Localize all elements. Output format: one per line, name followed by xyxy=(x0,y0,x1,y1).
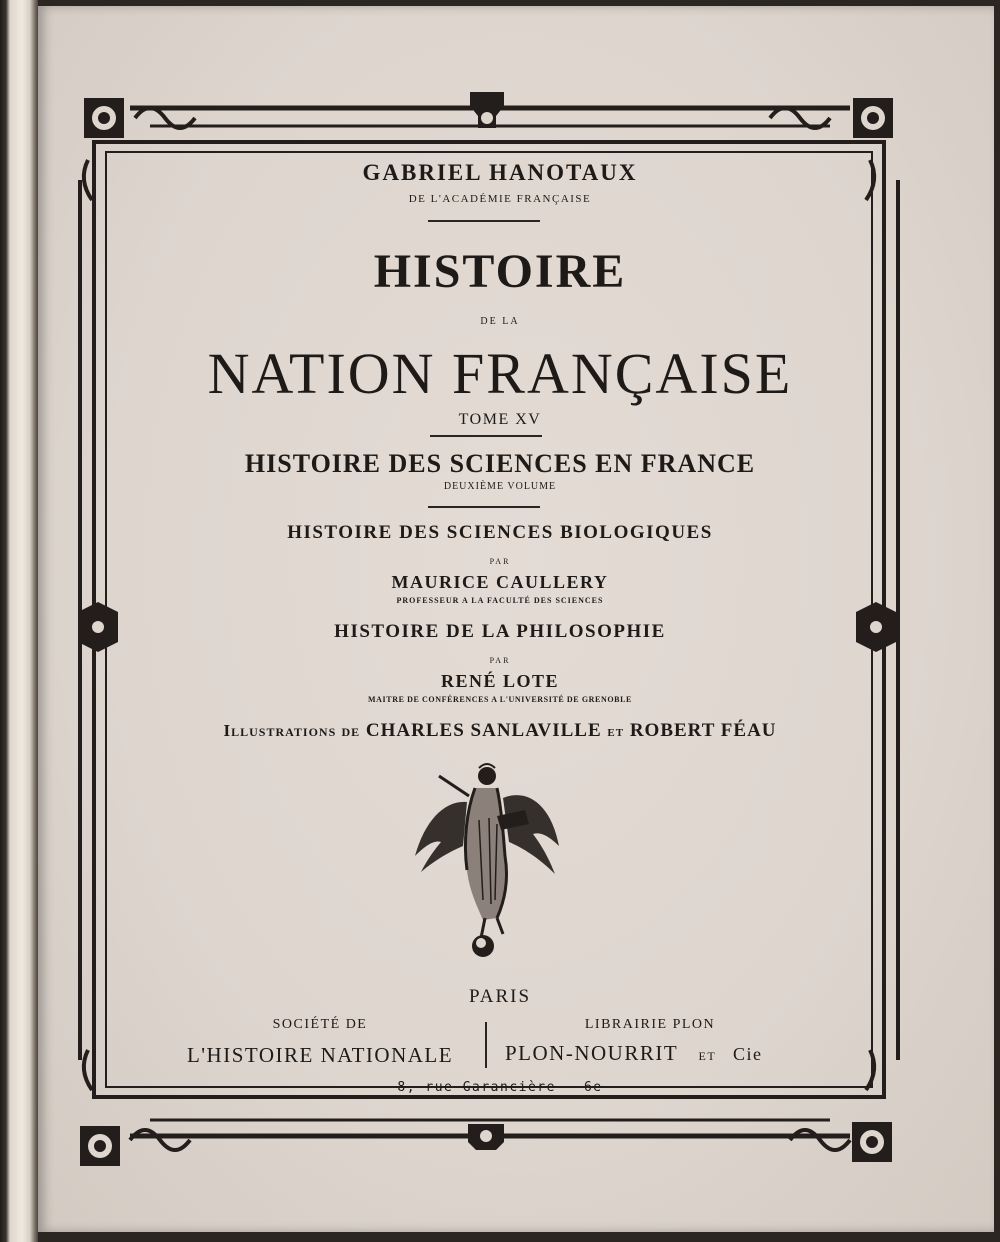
publisher-et: ET xyxy=(698,1049,717,1063)
winged-angel-icon xyxy=(405,760,570,960)
publisher-left-bottom: L'HISTOIRE NATIONALE xyxy=(186,1043,454,1067)
divider xyxy=(428,506,540,508)
title-line-2: NATION FRANÇAISE xyxy=(207,341,793,406)
divider xyxy=(430,435,542,437)
title-connector: DE LA xyxy=(480,316,520,327)
publisher-left-top: SOCIÉTÉ DE xyxy=(272,1017,368,1032)
imprint-divider xyxy=(485,1022,487,1068)
section-title: HISTOIRE DES SCIENCES BIOLOGIQUES xyxy=(287,522,713,543)
section-title: HISTOIRE DE LA PHILOSOPHIE xyxy=(334,621,666,642)
illustrator-2: ROBERT FÉAU xyxy=(629,720,777,741)
section-by: PAR xyxy=(489,656,511,665)
publisher-cie: Cie xyxy=(732,1044,763,1064)
section-author: MAURICE CAULLERY xyxy=(391,572,609,592)
publisher-right-bottom: PLON-NOURRIT xyxy=(505,1041,678,1065)
imprint-address: 8, rue Garancière — 6e xyxy=(397,1080,603,1095)
divider xyxy=(428,220,540,222)
imprint-city: PARIS xyxy=(468,986,532,1007)
title-line-1: HISTOIRE xyxy=(373,245,627,298)
volume-subtitle: HISTOIRE DES SCIENCES EN FRANCE xyxy=(244,449,756,478)
section-author-role: PROFESSEUR A LA FACULTÉ DES SCIENCES xyxy=(396,596,604,605)
illustrator-1: CHARLES SANLAVILLE xyxy=(365,720,602,741)
publisher-right-top: LIBRAIRIE PLON xyxy=(584,1017,716,1032)
illustrations-joiner: et xyxy=(607,724,625,740)
author-name: GABRIEL HANOTAUX xyxy=(362,160,638,185)
publisher-right-bottom-line xyxy=(505,1043,825,1064)
illustrations-prefix: Illustrations de xyxy=(223,721,361,740)
section-author: RENÉ LOTE xyxy=(440,671,560,691)
section-author-role: MAITRE DE CONFÉRENCES A L'UNIVERSITÉ DE GRENOBLE xyxy=(368,695,632,704)
tome-number: TOME XV xyxy=(458,411,542,428)
author-affiliation: DE L'ACADÉMIE FRANÇAISE xyxy=(408,193,592,205)
volume-part: DEUXIÈME VOLUME xyxy=(443,481,557,492)
book-binding-edge xyxy=(0,0,38,1242)
section-by: PAR xyxy=(489,557,511,566)
illustrations-credit xyxy=(0,721,1000,740)
